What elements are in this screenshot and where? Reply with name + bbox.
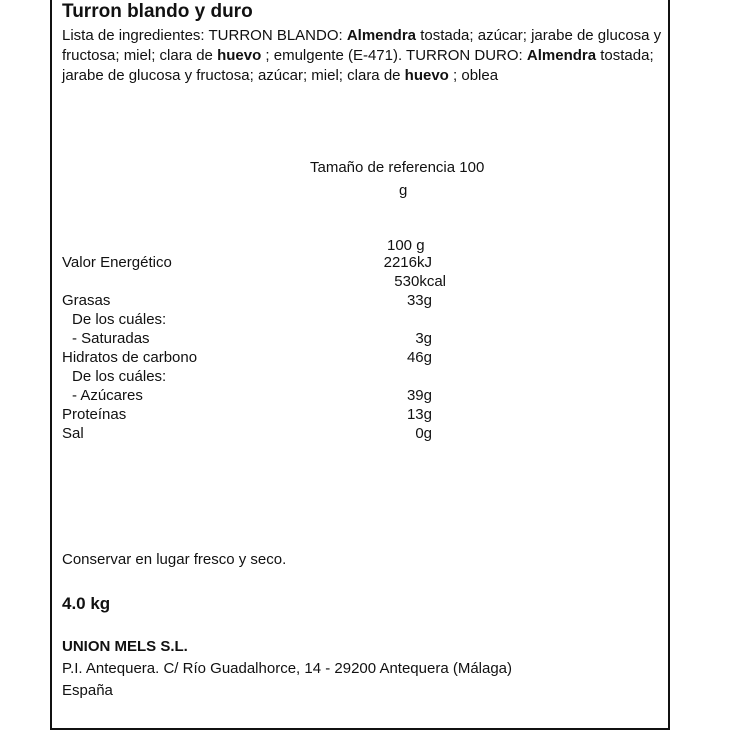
ingredients-text: Lista de ingredientes: TURRON BLANDO: [62, 27, 347, 44]
nutrient-value-salt: 0g [415, 425, 432, 442]
nutrient-value-energy-kcal: 530kcal [394, 273, 446, 290]
allergen-egg: huevo [217, 47, 262, 64]
nutrient-label-carbs: Hidratos de carbono [62, 349, 198, 366]
net-weight: 4.0 kg [62, 594, 111, 613]
storage-instructions: Conservar en lugar fresco y seco. [62, 551, 287, 568]
manufacturer-country: España [62, 682, 113, 699]
allergen-almond: Almendra [346, 27, 417, 44]
nutrient-label-fat: Grasas [62, 292, 111, 309]
per-100g-header: 100 g [387, 237, 425, 254]
nutrient-label-energy: Valor Energético [62, 254, 172, 271]
reference-size-label: Tamaño de referencia 100 [310, 159, 485, 176]
product-title: Turron blando y duro [62, 1, 253, 22]
manufacturer-name: UNION MELS S.L. [62, 638, 188, 655]
nutrient-value-sugars: 39g [406, 387, 432, 404]
nutrient-label-saturates: - Saturadas [72, 330, 150, 347]
nutrient-label-of-which: De los cuáles: [72, 311, 167, 328]
ingredients-text: ; emulgente (E-471). TURRON DURO: [261, 47, 527, 64]
nutrient-value-energy-kj: 2216kJ [383, 254, 432, 271]
reference-size-unit: g [399, 182, 408, 199]
allergen-egg: huevo [404, 67, 449, 84]
nutrient-label-salt: Sal [62, 425, 84, 442]
manufacturer-address: P.I. Antequera. C/ Río Guadalhorce, 14 - 29200 Antequera (Málaga) [62, 660, 513, 677]
ingredients-text: ; oblea [448, 67, 499, 84]
nutrient-value-protein: 13g [406, 406, 432, 423]
allergen-almond: Almendra [526, 47, 597, 64]
nutrient-label-protein: Proteínas [62, 406, 127, 423]
nutrient-value-fat: 33g [406, 292, 432, 309]
ingredients-text: tostada; jarabe de glucosa y fructosa; azúcar; miel; clara de [62, 47, 654, 84]
nutrient-label-of-which: De los cuáles: [72, 368, 167, 385]
nutrient-label-sugars: - Azúcares [72, 387, 143, 404]
nutrient-value-carbs: 46g [406, 349, 432, 366]
nutrient-value-saturates: 3g [415, 330, 432, 347]
ingredients-list [62, 26, 662, 86]
ingredients-text: tostada; azúcar; jarabe de glucosa y fructosa; miel; clara de [62, 27, 662, 64]
